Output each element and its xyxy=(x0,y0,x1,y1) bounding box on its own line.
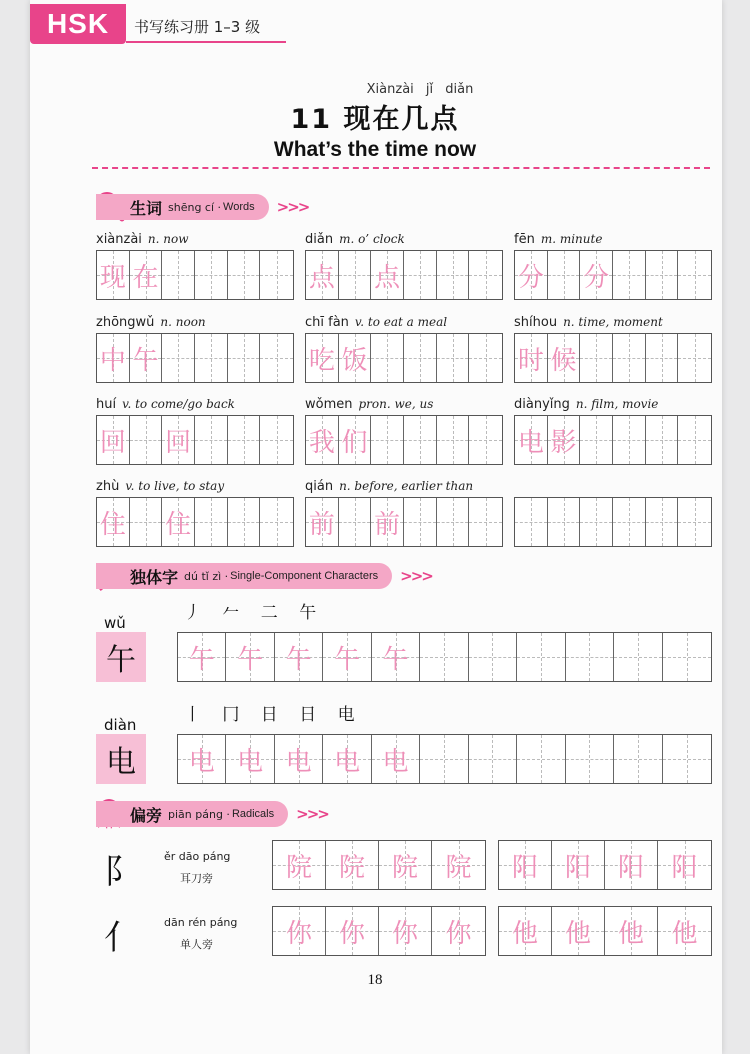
writing-grid xyxy=(96,250,294,300)
practice-cell[interactable] xyxy=(658,841,711,889)
trace-character: 前 xyxy=(308,509,335,540)
word-label xyxy=(305,397,503,413)
practice-cell[interactable] xyxy=(515,498,548,546)
word-pinyin: wǒmen xyxy=(305,397,353,412)
trace-character: 午 xyxy=(285,644,312,675)
trace-character: 时 xyxy=(517,345,544,376)
trace-character: 阳 xyxy=(671,852,698,883)
word-entry xyxy=(514,397,712,465)
char-pinyin: wǔ xyxy=(104,614,126,632)
trace-character: 分 xyxy=(583,262,610,293)
practice-cell[interactable] xyxy=(130,498,163,546)
practice-cell[interactable] xyxy=(548,498,581,546)
practice-cell[interactable] xyxy=(339,416,372,464)
header-underline xyxy=(126,41,286,43)
practice-cell[interactable] xyxy=(97,416,130,464)
practice-cell[interactable] xyxy=(515,334,548,382)
trace-character: 电 xyxy=(237,746,264,777)
practice-cell[interactable] xyxy=(469,498,502,546)
practice-cell[interactable] xyxy=(339,498,372,546)
trace-character: 吃 xyxy=(308,345,335,376)
practice-cell[interactable] xyxy=(678,498,711,546)
trace-character: 你 xyxy=(391,918,418,949)
word-label xyxy=(96,315,294,331)
word-definition: v. to live, to stay xyxy=(125,479,225,493)
trace-character: 们 xyxy=(341,427,368,458)
trace-character: 电 xyxy=(382,746,409,777)
practice-cell[interactable] xyxy=(663,735,711,783)
practice-cell[interactable] xyxy=(613,334,646,382)
section-title-cn: 独体字 xyxy=(130,567,179,587)
trace-character: 住 xyxy=(165,509,192,540)
practice-cell[interactable] xyxy=(226,735,274,783)
practice-cell[interactable] xyxy=(162,498,195,546)
practice-cell[interactable] xyxy=(404,498,437,546)
practice-cell[interactable] xyxy=(404,251,437,299)
practice-cell[interactable] xyxy=(162,416,195,464)
practice-cell[interactable] xyxy=(515,251,548,299)
practice-cell[interactable] xyxy=(339,251,372,299)
writing-grid xyxy=(272,906,486,956)
trace-character: 你 xyxy=(445,918,472,949)
trace-character: 在 xyxy=(132,262,159,293)
word-pinyin: chī fàn xyxy=(305,315,349,330)
practice-cell[interactable] xyxy=(432,841,485,889)
word-definition: v. to come/go back xyxy=(122,397,235,411)
practice-cell[interactable] xyxy=(678,334,711,382)
section-pinyin: shēng cí · xyxy=(168,200,222,214)
trace-character: 饭 xyxy=(341,345,368,376)
writing-grid xyxy=(305,333,503,383)
trace-character: 午 xyxy=(334,644,361,675)
practice-cell[interactable] xyxy=(97,334,130,382)
practice-cell[interactable] xyxy=(580,498,613,546)
word-pinyin: zhōngwǔ xyxy=(96,315,155,330)
word-pinyin: diǎn xyxy=(305,232,334,247)
trace-character: 电 xyxy=(188,746,215,777)
trace-character: 回 xyxy=(99,427,126,458)
word-pinyin: shíhou xyxy=(514,315,558,330)
word-pinyin: zhù xyxy=(96,479,120,494)
trace-character: 前 xyxy=(374,509,401,540)
trace-character: 他 xyxy=(617,918,644,949)
word-pinyin: qián xyxy=(305,479,334,494)
practice-cell[interactable] xyxy=(162,251,195,299)
word-label xyxy=(96,397,294,413)
practice-cell[interactable] xyxy=(195,416,228,464)
word-definition: n. time, moment xyxy=(563,315,663,329)
practice-cell[interactable] xyxy=(404,334,437,382)
practice-cell[interactable] xyxy=(469,735,517,783)
trace-character: 午 xyxy=(382,644,409,675)
trace-character: 现 xyxy=(99,262,126,293)
practice-cell[interactable] xyxy=(469,416,502,464)
practice-cell[interactable] xyxy=(646,334,679,382)
trace-character: 午 xyxy=(132,345,159,376)
practice-cell[interactable] xyxy=(552,841,605,889)
radical-name: 耳刀旁 xyxy=(180,872,213,885)
word-entry xyxy=(514,315,712,383)
lesson-title-cn: 11 现在几点 xyxy=(290,104,460,135)
word-label xyxy=(305,232,503,248)
practice-cell[interactable] xyxy=(130,416,163,464)
practice-cell[interactable] xyxy=(605,841,658,889)
word-definition: n. before, earlier than xyxy=(339,479,474,493)
writing-grid xyxy=(514,250,712,300)
practice-cell[interactable] xyxy=(228,334,261,382)
trace-character: 院 xyxy=(391,852,418,883)
radical-pinyin: dān rén páng xyxy=(164,916,238,929)
writing-grid xyxy=(272,840,486,890)
practice-cell[interactable] xyxy=(548,416,581,464)
section-title-en: Radicals xyxy=(231,808,275,820)
char-pinyin: diàn xyxy=(104,716,137,734)
trace-character: 阳 xyxy=(617,852,644,883)
book-title: 书写练习册 1–3 级 xyxy=(134,18,261,36)
word-entry xyxy=(96,397,294,465)
chevrons: >>> xyxy=(296,805,328,823)
lesson-pinyin: Xiànzài jǐ diǎn xyxy=(366,82,474,97)
title-divider xyxy=(92,167,710,169)
word-label xyxy=(514,315,712,331)
practice-cell[interactable] xyxy=(420,633,468,681)
trace-character: 电 xyxy=(285,746,312,777)
practice-cell[interactable] xyxy=(306,416,339,464)
stroke-order: 丨 冂 日 日 电 xyxy=(184,705,363,725)
practice-cell[interactable] xyxy=(275,735,323,783)
trace-character: 住 xyxy=(99,509,126,540)
writing-grid xyxy=(305,250,503,300)
practice-cell[interactable] xyxy=(228,416,261,464)
practice-cell[interactable] xyxy=(469,633,517,681)
practice-cell[interactable] xyxy=(469,334,502,382)
practice-cell[interactable] xyxy=(371,251,404,299)
trace-character: 他 xyxy=(564,918,591,949)
trace-character: 电 xyxy=(334,746,361,777)
chevrons: >>> xyxy=(276,198,309,216)
word-pinyin: diànyǐng xyxy=(514,397,570,412)
practice-cell[interactable] xyxy=(658,907,711,955)
practice-cell[interactable] xyxy=(178,633,226,681)
practice-cell[interactable] xyxy=(517,735,565,783)
trace-character: 我 xyxy=(308,427,335,458)
word-definition: m. minute xyxy=(540,232,603,246)
practice-cell[interactable] xyxy=(613,416,646,464)
section-pill xyxy=(96,801,288,827)
writing-grid xyxy=(305,497,503,547)
section-pill xyxy=(96,194,269,220)
radical-character: 阝 xyxy=(104,852,138,892)
trace-character: 分 xyxy=(517,262,544,293)
section-pinyin: dú tǐ zì · xyxy=(184,569,229,583)
word-label xyxy=(514,397,712,413)
practice-cell[interactable] xyxy=(260,498,293,546)
trace-character: 回 xyxy=(165,427,192,458)
practice-cell[interactable] xyxy=(614,633,662,681)
practice-cell[interactable] xyxy=(613,251,646,299)
practice-cell[interactable] xyxy=(437,251,470,299)
word-entry xyxy=(96,479,294,547)
practice-cell[interactable] xyxy=(260,334,293,382)
word-label xyxy=(514,232,712,248)
practice-cell[interactable] xyxy=(195,334,228,382)
word-pinyin: huí xyxy=(96,397,117,412)
practice-cell[interactable] xyxy=(195,498,228,546)
section-title-cn: 偏旁 xyxy=(130,805,163,825)
word-entry xyxy=(96,232,294,300)
practice-cell[interactable] xyxy=(605,907,658,955)
word-entry xyxy=(305,397,503,465)
practice-cell[interactable] xyxy=(130,334,163,382)
word-entry xyxy=(305,315,503,383)
word-definition: n. film, movie xyxy=(575,397,659,411)
trace-character: 你 xyxy=(285,918,312,949)
practice-cell[interactable] xyxy=(228,251,261,299)
section-title-en: Words xyxy=(223,201,255,213)
word-definition: n. noon xyxy=(160,315,206,329)
trace-character: 你 xyxy=(338,918,365,949)
trace-character: 他 xyxy=(511,918,538,949)
practice-cell[interactable] xyxy=(499,907,552,955)
practice-cell[interactable] xyxy=(379,841,432,889)
practice-cell[interactable] xyxy=(178,735,226,783)
lesson-title-en: What’s the time now xyxy=(273,138,477,161)
practice-cell[interactable] xyxy=(420,735,468,783)
word-label xyxy=(96,479,294,495)
practice-cell[interactable] xyxy=(432,907,485,955)
practice-cell[interactable] xyxy=(306,334,339,382)
section-pinyin: piān páng · xyxy=(168,807,230,821)
word-definition: pron. we, us xyxy=(358,397,434,411)
word-definition: m. o’ clock xyxy=(339,232,405,246)
trace-character: 午 xyxy=(237,644,264,675)
trace-character: 他 xyxy=(671,918,698,949)
word-label xyxy=(514,479,712,495)
practice-cell[interactable] xyxy=(371,416,404,464)
word-definition: v. to eat a meal xyxy=(354,315,448,329)
practice-cell[interactable] xyxy=(614,735,662,783)
writing-grid xyxy=(498,840,712,890)
section-header-radicals xyxy=(96,801,328,827)
model-character: 午 xyxy=(96,632,146,682)
radical-character: 亻 xyxy=(104,918,138,958)
writing-grid xyxy=(305,415,503,465)
practice-cell[interactable] xyxy=(517,633,565,681)
practice-cell[interactable] xyxy=(646,251,679,299)
writing-grid xyxy=(96,415,294,465)
trace-character: 候 xyxy=(550,345,577,376)
trace-character: 阳 xyxy=(564,852,591,883)
practice-cell[interactable] xyxy=(469,251,502,299)
trace-character: 午 xyxy=(188,644,215,675)
practice-cell[interactable] xyxy=(273,841,326,889)
trace-character: 中 xyxy=(99,345,126,376)
practice-cell[interactable] xyxy=(371,334,404,382)
writing-grid xyxy=(514,333,712,383)
radical-pinyin: ěr dāo páng xyxy=(164,850,231,863)
word-pinyin: fēn xyxy=(514,232,535,247)
section-pill xyxy=(96,563,392,589)
practice-cell[interactable] xyxy=(323,633,371,681)
writing-grid xyxy=(96,333,294,383)
practice-cell[interactable] xyxy=(646,498,679,546)
practice-cell[interactable] xyxy=(678,416,711,464)
trace-character: 影 xyxy=(550,427,577,458)
practice-cell[interactable] xyxy=(97,251,130,299)
section-title-cn: 生词 xyxy=(130,198,163,218)
practice-cell[interactable] xyxy=(646,416,679,464)
practice-cell[interactable] xyxy=(371,498,404,546)
word-entry xyxy=(514,479,712,547)
stroke-order: 丿 𠂉 二 午 xyxy=(184,603,325,623)
page-number: 18 xyxy=(367,972,383,988)
practice-cell[interactable] xyxy=(273,907,326,955)
writing-grid xyxy=(514,497,712,547)
trace-character: 阳 xyxy=(511,852,538,883)
practice-cell[interactable] xyxy=(339,334,372,382)
word-pinyin: xiànzài xyxy=(96,232,142,247)
practice-cell[interactable] xyxy=(260,251,293,299)
chevrons: >>> xyxy=(400,567,432,585)
practice-cell[interactable] xyxy=(162,334,195,382)
practice-cell[interactable] xyxy=(372,633,420,681)
trace-character: 院 xyxy=(285,852,312,883)
trace-character: 院 xyxy=(338,852,365,883)
word-entry xyxy=(305,479,503,547)
trace-character: 点 xyxy=(308,262,335,293)
hsk-badge: HSK xyxy=(30,4,126,44)
practice-cell[interactable] xyxy=(130,251,163,299)
word-entry xyxy=(96,315,294,383)
practice-cell[interactable] xyxy=(548,251,581,299)
practice-cell[interactable] xyxy=(323,735,371,783)
practice-cell[interactable] xyxy=(580,416,613,464)
word-entry xyxy=(514,232,712,300)
practice-cell[interactable] xyxy=(326,841,379,889)
word-definition: n. now xyxy=(147,232,189,246)
model-character: 电 xyxy=(96,734,146,784)
practice-cell[interactable] xyxy=(552,907,605,955)
practice-cell[interactable] xyxy=(306,498,339,546)
practice-cell[interactable] xyxy=(548,334,581,382)
trace-character: 电 xyxy=(517,427,544,458)
section-header-single xyxy=(96,563,432,589)
practice-cell[interactable] xyxy=(499,841,552,889)
practice-cell[interactable] xyxy=(275,633,323,681)
trace-character: 点 xyxy=(374,262,401,293)
trace-character: 院 xyxy=(445,852,472,883)
word-label xyxy=(96,232,294,248)
practice-cell[interactable] xyxy=(226,633,274,681)
practice-cell[interactable] xyxy=(404,416,437,464)
section-title-en: Single-Component Characters xyxy=(230,570,379,582)
practice-cell[interactable] xyxy=(437,498,470,546)
writing-grid xyxy=(514,415,712,465)
radical-name: 单人旁 xyxy=(180,938,213,951)
practice-cell[interactable] xyxy=(580,251,613,299)
practice-cell[interactable] xyxy=(306,251,339,299)
practice-cell[interactable] xyxy=(379,907,432,955)
word-entry xyxy=(305,232,503,300)
writing-grid xyxy=(177,632,712,682)
practice-cell[interactable] xyxy=(580,334,613,382)
practice-cell[interactable] xyxy=(678,251,711,299)
practice-cell[interactable] xyxy=(566,633,614,681)
section-header-words xyxy=(96,194,308,220)
word-label xyxy=(305,315,503,331)
writing-grid xyxy=(498,906,712,956)
practice-cell[interactable] xyxy=(326,907,379,955)
practice-cell[interactable] xyxy=(515,416,548,464)
practice-cell[interactable] xyxy=(195,251,228,299)
practice-cell[interactable] xyxy=(437,416,470,464)
word-label xyxy=(305,479,503,495)
practice-cell[interactable] xyxy=(228,498,261,546)
practice-cell[interactable] xyxy=(97,498,130,546)
practice-cell[interactable] xyxy=(260,416,293,464)
practice-cell[interactable] xyxy=(566,735,614,783)
practice-cell[interactable] xyxy=(372,735,420,783)
writing-grid xyxy=(96,497,294,547)
practice-cell[interactable] xyxy=(437,334,470,382)
practice-cell[interactable] xyxy=(613,498,646,546)
writing-grid xyxy=(177,734,712,784)
practice-cell[interactable] xyxy=(663,633,711,681)
